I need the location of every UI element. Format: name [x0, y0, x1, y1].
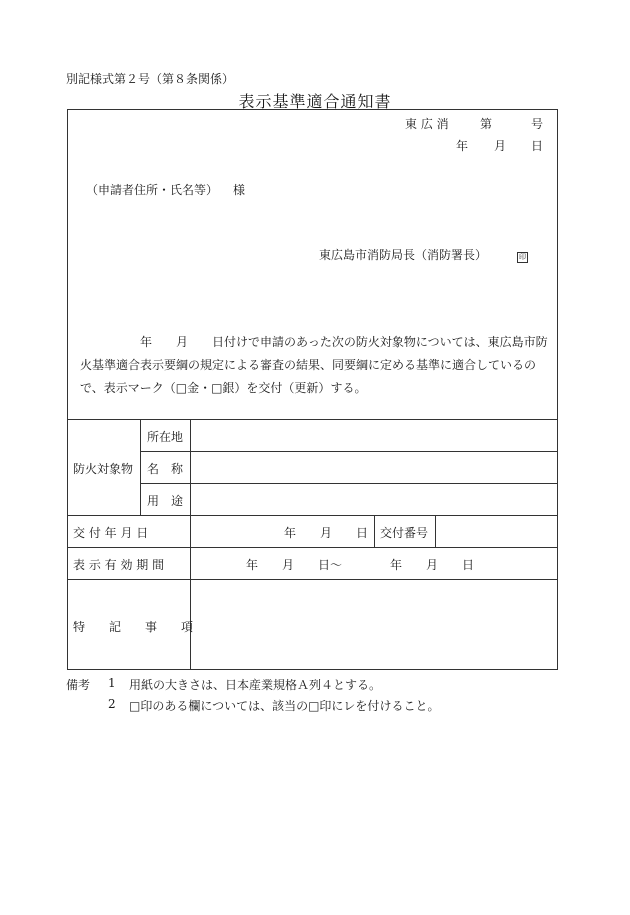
body-line-1: 年 月 日付けで申請のあった次の防火対象物については、東広島市防: [80, 335, 548, 349]
note-1-number: 1: [108, 676, 116, 690]
date-year: 年: [456, 139, 469, 153]
fire-object-label: 防火対象物: [73, 462, 134, 476]
issue-date-value: 年 月 日: [284, 526, 369, 540]
divider-location: [140, 451, 558, 452]
body-line-3: で、表示マーク（□金・□銀）を交付（更新）する。: [80, 381, 367, 395]
note-2-number: 2: [108, 697, 116, 711]
date-month: 月: [494, 139, 507, 153]
notes-heading: 備考: [66, 678, 91, 692]
sender-name: 東広島市消防局長（消防署長）: [319, 248, 488, 262]
form-reference: 別記様式第２号（第８条関係）: [66, 72, 235, 86]
remarks-label: 特 記 事 項: [73, 620, 194, 634]
seal-stamp: [517, 247, 528, 266]
issuer-office: 東 広 消: [405, 117, 449, 131]
issue-date-label: 交 付 年 月 日: [73, 526, 149, 540]
note-2-text: □印のある欄については、該当の□印にレを付けること。: [129, 699, 440, 713]
issue-number-label: 交付番号: [380, 526, 429, 540]
divider-issue-number-right: [435, 515, 436, 547]
divider-validity: [67, 579, 558, 580]
body-line-2: 火基準適合表示要綱の規定による審査の結果、同要綱に定める基準に適合しているの: [80, 358, 537, 372]
issuer-go: 号: [531, 117, 544, 131]
addressee-label: （申請者住所・氏名等）: [86, 183, 219, 197]
location-label: 所在地: [147, 430, 184, 444]
date-day: 日: [531, 139, 544, 153]
name-label: 名 称: [147, 462, 184, 476]
issuer-dai: 第: [480, 117, 493, 131]
note-1-text: 用紙の大きさは、日本産業規格Ａ列４とする。: [129, 678, 382, 692]
divider-issue-number-left: [374, 515, 375, 547]
divider-issue-date: [67, 547, 558, 548]
divider-name: [140, 483, 558, 484]
validity-value: 年 月 日～ 年 月 日: [246, 558, 475, 572]
divider-group-col: [140, 419, 141, 515]
use-label: 用 途: [147, 494, 184, 508]
notice-body: [80, 331, 552, 400]
validity-label: 表 示 有 効 期 間: [73, 558, 165, 572]
addressee-honorific: 様: [233, 183, 246, 197]
document-title: 表示基準適合通知書: [238, 92, 392, 111]
seal-icon: 印: [519, 253, 526, 261]
divider-use: [67, 515, 558, 516]
